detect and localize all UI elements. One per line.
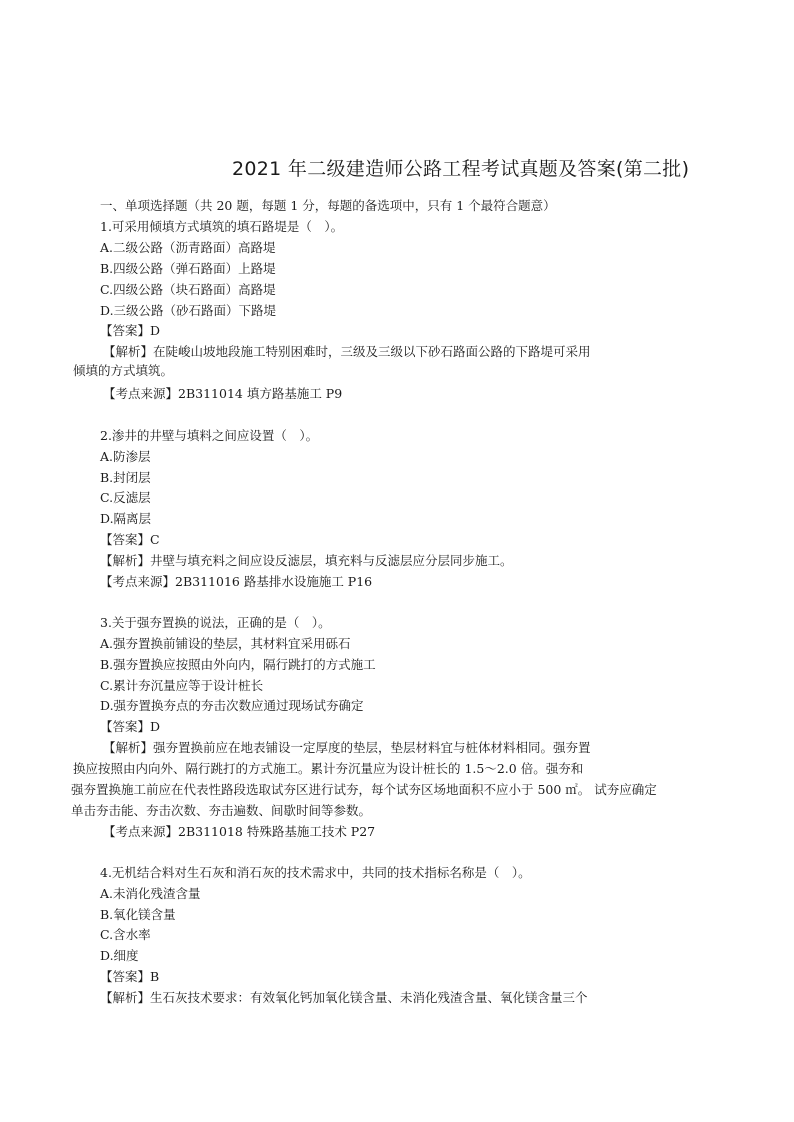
question-3-answer: 【答案】D [100, 719, 161, 734]
question-3-option-b: B.强夯置换应按照由外向内，隔行跳打的方式施工 [100, 657, 376, 672]
question-1-stem: 1.可采用倾填方式填筑的填石路堤是（ ）。 [100, 219, 344, 234]
section-heading: 一、单项选择题（共 20 题，每题 1 分，每题的备选项中，只有 1 个最符合题意） [100, 198, 556, 213]
question-1-option-c: C.四级公路（块石路面）高路堤 [100, 282, 276, 297]
question-2-option-d: D.隔离层 [100, 511, 152, 526]
question-2-option-b: B.封闭层 [100, 470, 151, 485]
question-1-option-b: B.四级公路（弹石路面）上路堤 [100, 261, 276, 276]
question-4-analysis: 【解析】生石灰技术要求：有效氧化钙加氧化镁含量、未消化残渣含量、氧化镁含量三个 [100, 990, 588, 1005]
question-1-answer: 【答案】D [100, 323, 161, 338]
question-4-option-d: D.细度 [100, 948, 139, 963]
question-3-option-c: C.累计夯沉量应等于设计桩长 [100, 678, 264, 693]
question-2-stem: 2.渗井的井壁与填料之间应设置（ ）。 [100, 428, 319, 443]
question-4-option-a: A.未消化残渣含量 [100, 886, 201, 901]
question-3-stem: 3.关于强夯置换的说法，正确的是（ ）。 [100, 615, 331, 630]
question-2-answer: 【答案】C [100, 532, 160, 547]
question-4-stem: 4.无机结合料对生石灰和消石灰的技术需求中，共同的技术指标名称是（ ）。 [100, 865, 531, 880]
question-1-option-d: D.三级公路（砂石路面）下路堤 [100, 303, 277, 318]
question-1-option-a: A.二级公路（沥青路面）高路堤 [100, 240, 276, 255]
question-3-source: 【考点来源】2B311018 特殊路基施工技术 P27 [103, 824, 376, 839]
question-1-source: 【考点来源】2B311014 填方路基施工 P9 [103, 386, 343, 401]
question-4-answer: 【答案】B [100, 969, 160, 984]
question-4-option-b: B.氧化镁含量 [100, 907, 176, 922]
question-3-analysis-cont-1: 换应按照由内向外、隔行跳打的方式施工。累计夯沉量应为设计桩长的 1.5～2.0 倍。强夯和 [73, 761, 584, 776]
question-1-analysis-cont: 倾填的方式填筑。 [73, 363, 174, 378]
question-2-option-a: A.防渗层 [100, 449, 151, 464]
question-4-option-c: C.含水率 [100, 927, 151, 942]
question-3-option-d: D.强夯置换夯点的夯击次数应通过现场试夯确定 [100, 698, 364, 713]
question-2-analysis: 【解析】井壁与填充料之间应设反滤层，填充料与反滤层应分层同步施工。 [100, 553, 513, 568]
question-2-option-c: C.反滤层 [100, 490, 151, 505]
question-1-analysis: 【解析】在陡峻山坡地段施工特别困难时，三级及三级以下砂石路面公路的下路堤可采用 [103, 344, 591, 359]
question-3-option-a: A.强夯置换前铺设的垫层，其材料宜采用砾石 [100, 636, 351, 651]
question-3-analysis-cont-2: 强夯置换施工前应在代表性路段选取试夯区进行试夯，每个试夯区场地面积不应小于 500 ㎡。 试夯应确定 [71, 782, 657, 797]
question-3-analysis-cont-3: 单击夯击能、夯击次数、夯击遍数、间歇时间等参数。 [71, 803, 372, 818]
document-title: 2021 年二级建造师公路工程考试真题及答案(第二批) [232, 158, 690, 180]
question-2-source: 【考点来源】2B311016 路基排水设施施工 P16 [100, 574, 373, 589]
question-3-analysis: 【解析】强夯置换前应在地表铺设一定厚度的垫层，垫层材料宜与桩体材料相同。强夯置 [103, 740, 591, 755]
